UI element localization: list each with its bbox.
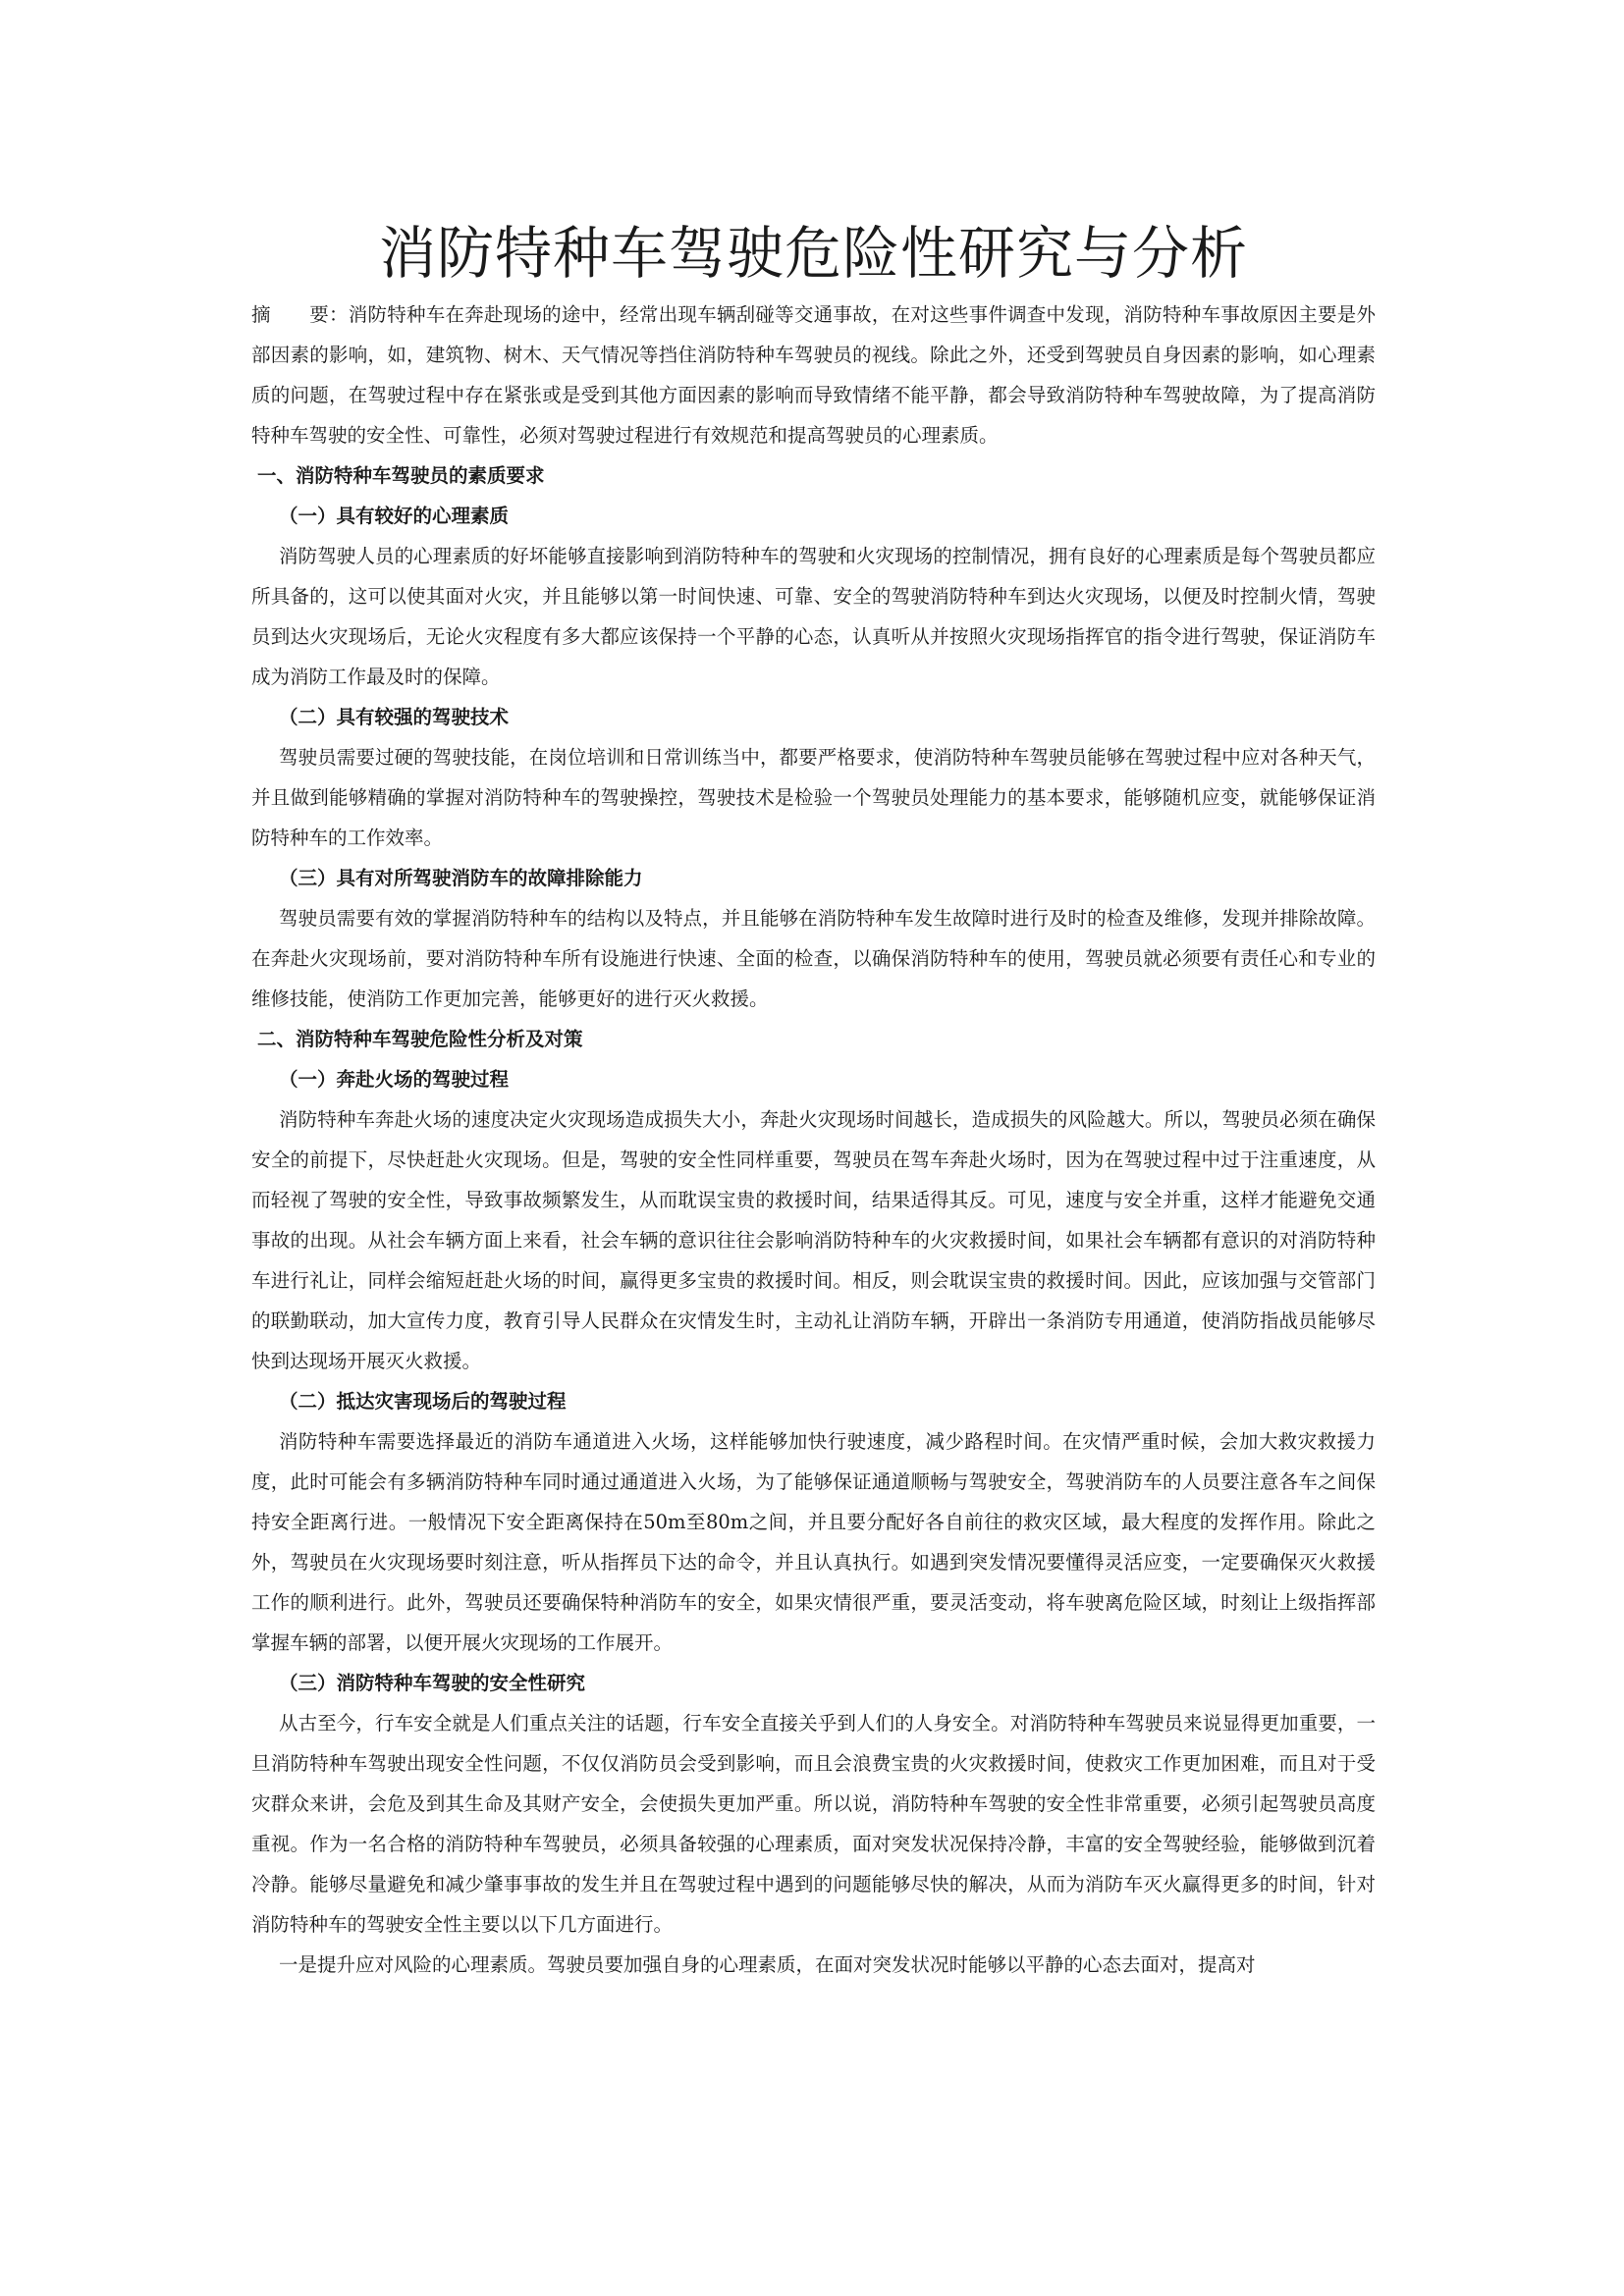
section-heading-2: 二、消防特种车驾驶危险性分析及对策 <box>257 1028 583 1050</box>
paragraph-2-1: 消防特种车奔赴火场的速度决定火灾现场造成损失大小，奔赴火灾现场时间越长，造成损失的风险越大。所以，驾驶员必须在确保安全的前提下，尽快赶赴火灾现场。但是，驾驶的安全性同样重要，驾驶员在驾车奔赴火场时，因为在驾驶过程中过于注重速度，从而轻视了驾驶的安全性，导致事故频繁发生，从而耽误宝贵的救援时间，结果适得其反。可见，速度与安全并重，这样才能避免交通事故的出现。从社会车辆方面上来看，社会车辆的意识往往会影响消防特种车的火灾救援时间，如果社会车辆都有意识的对消防特种车进行礼让，同样会缩短赶赴火场的时间，赢得更多宝贵的救援时间。相反，则会耽误宝贵的救援时间。因此，应该加强与交管部门的联勤联动，加大宣传力度，教育引导人民群众在灾情发生时，主动礼让消防车辆，开辟出一条消防专用通道，使消防指战员能够尽快到达现场开展灭火救援。 <box>251 1108 1376 1372</box>
paragraph-1-3: 驾驶员需要有效的掌握消防特种车的结构以及特点，并且能够在消防特种车发生故障时进行及时的检查及维修，发现并排除故障。在奔赴火灾现场前，要对消防特种车所有设施进行快速、全面的检查，以确保消防特种车的使用，驾驶员就必须要有责任心和专业的维修技能，使消防工作更加完善，能够更好的进行灭火救援。 <box>251 907 1376 1010</box>
paragraph-1-2: 驾驶员需要过硬的驾驶技能，在岗位培训和日常训练当中，都要严格要求，使消防特种车驾驶员能够在驾驶过程中应对各种天气，并且做到能够精确的掌握对消防特种车的驾驶操控，驾驶技术是检验一个驾驶员处理能力的基本要求，能够随机应变，就能够保证消防特种车的工作效率。 <box>251 746 1376 849</box>
paragraph-1-1: 消防驾驶人员的心理素质的好坏能够直接影响到消防特种车的驾驶和火灾现场的控制情况，拥有良好的心理素质是每个驾驶员都应所具备的，这可以使其面对火灾，并且能够以第一时间快速、可靠、安全的驾驶消防特种车到达火灾现场，以便及时控制火情，驾驶员到达火灾现场后，无论火灾程度有多大都应该保持一个平静的心态，认真听从并按照火灾现场指挥官的指令进行驾驶，保证消防车成为消防工作最及时的保障。 <box>251 545 1376 688</box>
subsection-heading-2-2: （二）抵达灾害现场后的驾驶过程 <box>279 1390 567 1413</box>
document-page <box>251 218 1376 1985</box>
abstract-text: 消防特种车在奔赴现场的途中，经常出现车辆刮碰等交通事故，在对这些事件调查中发现，消防特种车事故原因主要是外部因素的影响，如，建筑物、树木、天气情况等挡住消防特种车驾驶员的视线。除此之外，还受到驾驶员自身因素的影响，如心理素质的问题，在驾驶过程中存在紧张或是受到其他方面因素的影响而导致情绪不能平静，都会导致消防特种车驾驶故障，为了提高消防特种车驾驶的安全性、可靠性，必须对驾驶过程进行有效规范和提高驾驶员的心理素质。 <box>251 303 1376 447</box>
section-heading-1: 一、消防特种车驾驶员的素质要求 <box>257 464 545 487</box>
paragraph-2-3: 从古至今，行车安全就是人们重点关注的话题，行车安全直接关乎到人们的人身安全。对消防特种车驾驶员来说显得更加重要，一旦消防特种车驾驶出现安全性问题，不仅仅消防员会受到影响，而且会浪费宝贵的火灾救援时间，使救灾工作更加困难，而且对于受灾群众来讲，会危及到其生命及其财产安全，会使损失更加严重。所以说，消防特种车驾驶的安全性非常重要，必须引起驾驶员高度重视。作为一名合格的消防特种车驾驶员，必须具备较强的心理素质，面对突发状况保持冷静，丰富的安全驾驶经验，能够做到沉着冷静。能够尽量避免和减少肇事事故的发生并且在驾驶过程中遇到的问题能够尽快的解决，从而为消防车灭火赢得更多的时间，针对消防特种车的驾驶安全性主要以以下几方面进行。 <box>251 1712 1376 1936</box>
subsection-heading-1-2: （二）具有较强的驾驶技术 <box>279 706 510 728</box>
subsection-heading-1-1: （一）具有较好的心理素质 <box>279 505 510 527</box>
abstract-label: 摘 要： <box>251 303 349 326</box>
subsection-heading-1-3: （三）具有对所驾驶消防车的故障排除能力 <box>279 867 643 889</box>
document-title: 消防特种车驾驶危险性研究与分析 <box>378 220 1248 287</box>
paragraph-2-3-b: 一是提升应对风险的心理素质。驾驶员要加强自身的心理素质，在面对突发状况时能够以平静的心态去面对，提高对 <box>279 1953 1256 1976</box>
paragraph-2-2: 消防特种车需要选择最近的消防车通道进入火场，这样能够加快行驶速度，减少路程时间。在灾情严重时候，会加大救灾救援力度，此时可能会有多辆消防特种车同时通过通道进入火场，为了能够保证通道顺畅与驾驶安全，驾驶消防车的人员要注意各车之间保持安全距离行进。一般情况下安全距离保持在50m至80m之间，并且要分配好各自前往的救灾区域，最大程度的发挥作用。除此之外，驾驶员在火灾现场要时刻注意，听从指挥员下达的命令，并且认真执行。如遇到突发情况要懂得灵活应变，一定要确保灭火救援工作的顺利进行。此外，驾驶员还要确保特种消防车的安全，如果灾情很严重，要灵活变动，将车驶离危险区域，时刻让上级指挥部掌握车辆的部署，以便开展火灾现场的工作展开。 <box>251 1430 1376 1654</box>
subsection-heading-2-3: （三）消防特种车驾驶的安全性研究 <box>279 1672 586 1694</box>
abstract <box>251 294 1376 455</box>
subsection-heading-2-1: （一）奔赴火场的驾驶过程 <box>279 1068 510 1091</box>
